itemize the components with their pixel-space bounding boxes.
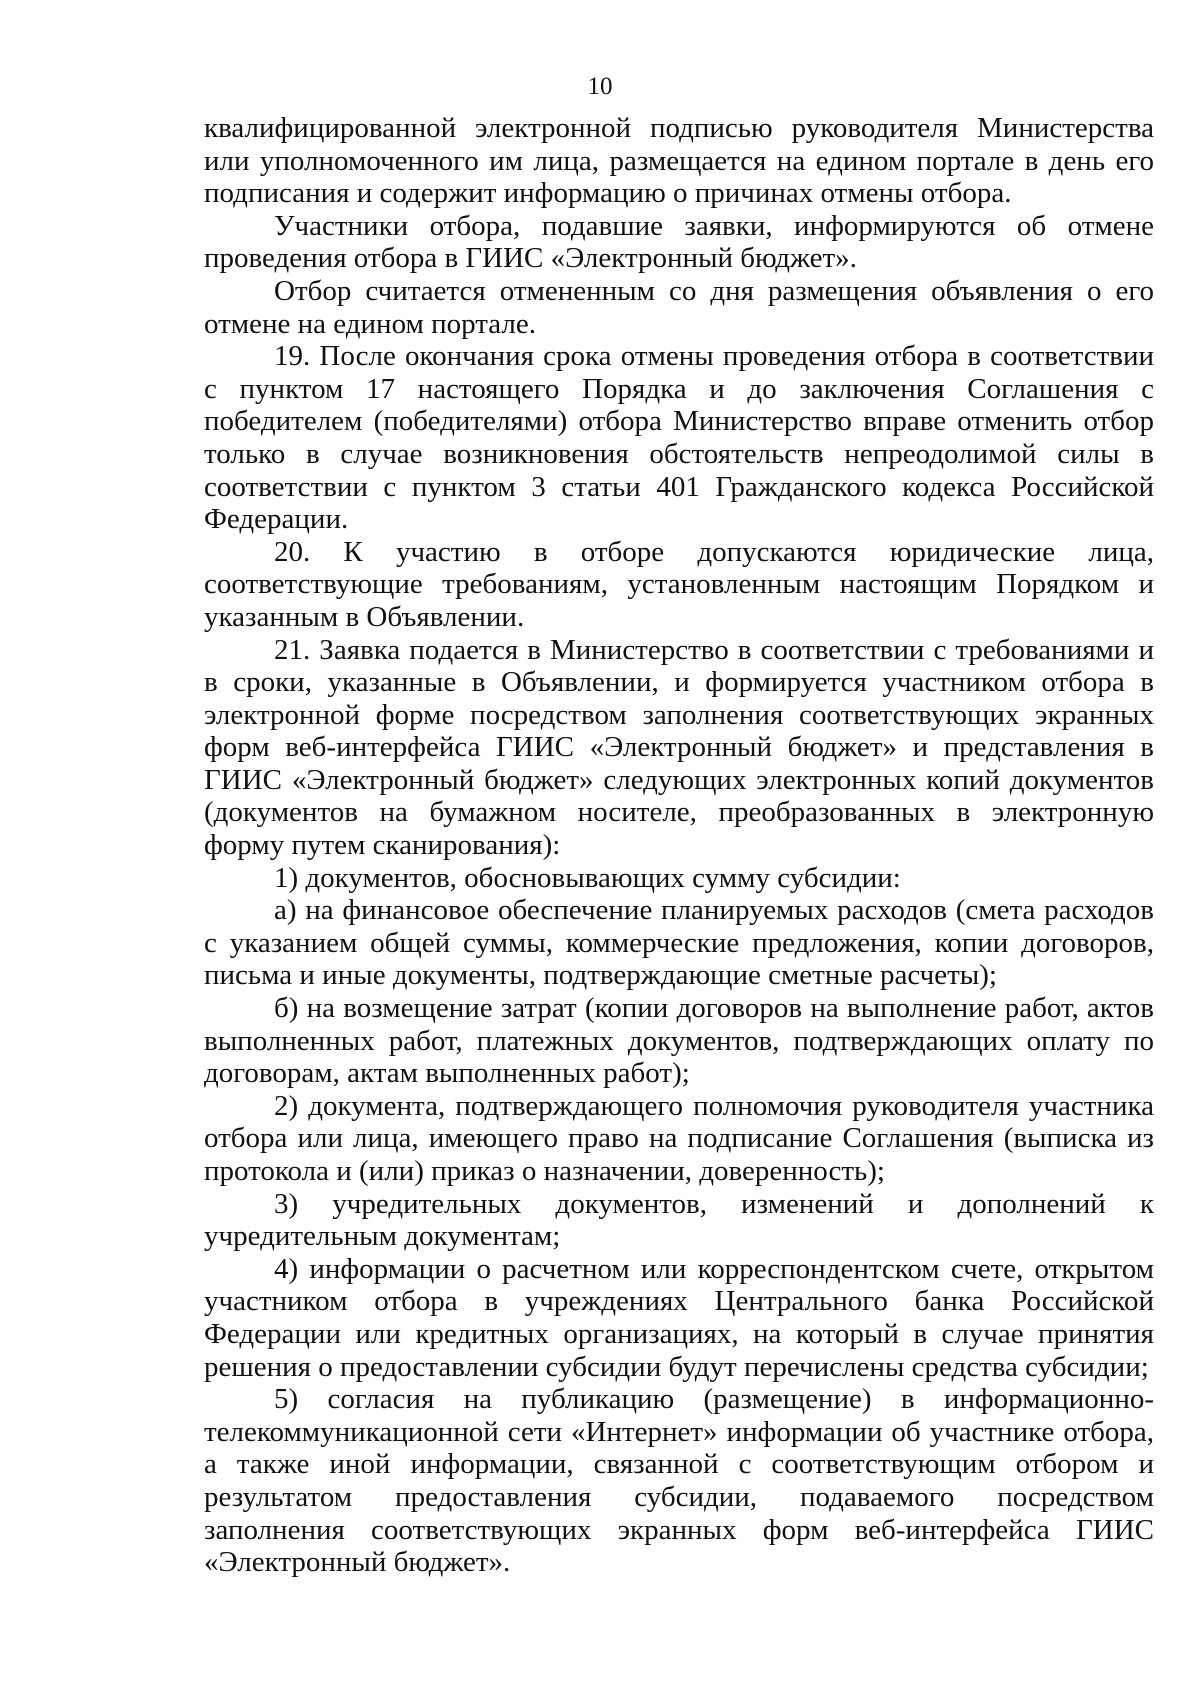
page-number: 10: [587, 73, 613, 100]
paragraph-continuation: квалифицированной электронной подписью руководителя Министерства или уполномоченного им лица, размещается на едином портале в день его подписания и содержит информацию о причинах отмены отбора.: [204, 112, 1154, 210]
paragraph-cancellation-effective: Отбор считается отмененным со дня размещения объявления о его отмене на едином портале.: [204, 274, 1154, 340]
list-item-3: 3) учредительных документов, изменений и дополнений к учредительным документам;: [204, 1187, 1154, 1253]
list-item-2: 2) документа, подтверждающего полномочия руководителя участника отбора или лица, имеющего право на подписание Соглашения (выписка из протокола и (или) приказ о назначении, доверенность);: [204, 1089, 1154, 1187]
paragraph-item-21: 21. Заявка подается в Министерство в соответствии с требованиями и в сроки, указанные в Объявлении, и формируется участником отбора в электронной форме посредством заполнения соответствующих экранных форм веб-интерфейса ГИИС «Электронный бюджет» и представления в ГИИС «Электронный бюджет» следующих электронных копий документов (документов на бумажном носителе, преобразованных в электронную форму путем сканирования):: [204, 633, 1154, 862]
list-item-5: 5) согласия на публикацию (размещение) в информационно-телекоммуникационной сети «Интернет» информации об участнике отбора, а также иной информации, связанной с соответствующим отбором и результатом предоставления субсидии, подаваемого посредством заполнения соответствующих экранных форм веб-интерфейса ГИИС «Электронный бюджет».: [204, 1383, 1154, 1579]
list-item-4: 4) информации о расчетном или корреспондентском счете, открытом участником отбора в учреждениях Центрального банка Российской Федерации или кредитных организациях, на который в случае принятия решения о предоставлении субсидии будут перечислены средства субсидии;: [204, 1252, 1154, 1383]
list-item-1b: б) на возмещение затрат (копии договоров на выполнение работ, актов выполненных работ, платежных документов, подтверждающих оплату по договорам, актам выполненных работ);: [204, 992, 1154, 1090]
paragraph-item-20: 20. К участию в отборе допускаются юридические лица, соответствующие требованиям, установленным настоящим Порядком и указанным в Объявлении.: [204, 535, 1154, 633]
list-item-1a: а) на финансовое обеспечение планируемых расходов (смета расходов с указанием общей суммы, коммерческие предложения, копии договоров, письма и иные документы, подтверждающие сметные расчеты);: [204, 894, 1154, 992]
paragraph-participants-notification: Участники отбора, подавшие заявки, информируются об отмене проведения отбора в ГИИС «Электронный бюджет».: [204, 209, 1154, 275]
paragraph-item-19: 19. После окончания срока отмены проведения отбора в соответствии с пунктом 17 настоящего Порядка и до заключения Соглашения с победителем (победителями) отбора Министерство вправе отменить отбор только в случае возникновения обстоятельств непреодолимой силы в соответствии с пунктом 3 статьи 401 Гражданского кодекса Российской Федерации.: [204, 340, 1154, 536]
list-item-1: 1) документов, обосновывающих сумму субсидии:: [274, 861, 901, 894]
document-body: [204, 112, 1154, 1579]
